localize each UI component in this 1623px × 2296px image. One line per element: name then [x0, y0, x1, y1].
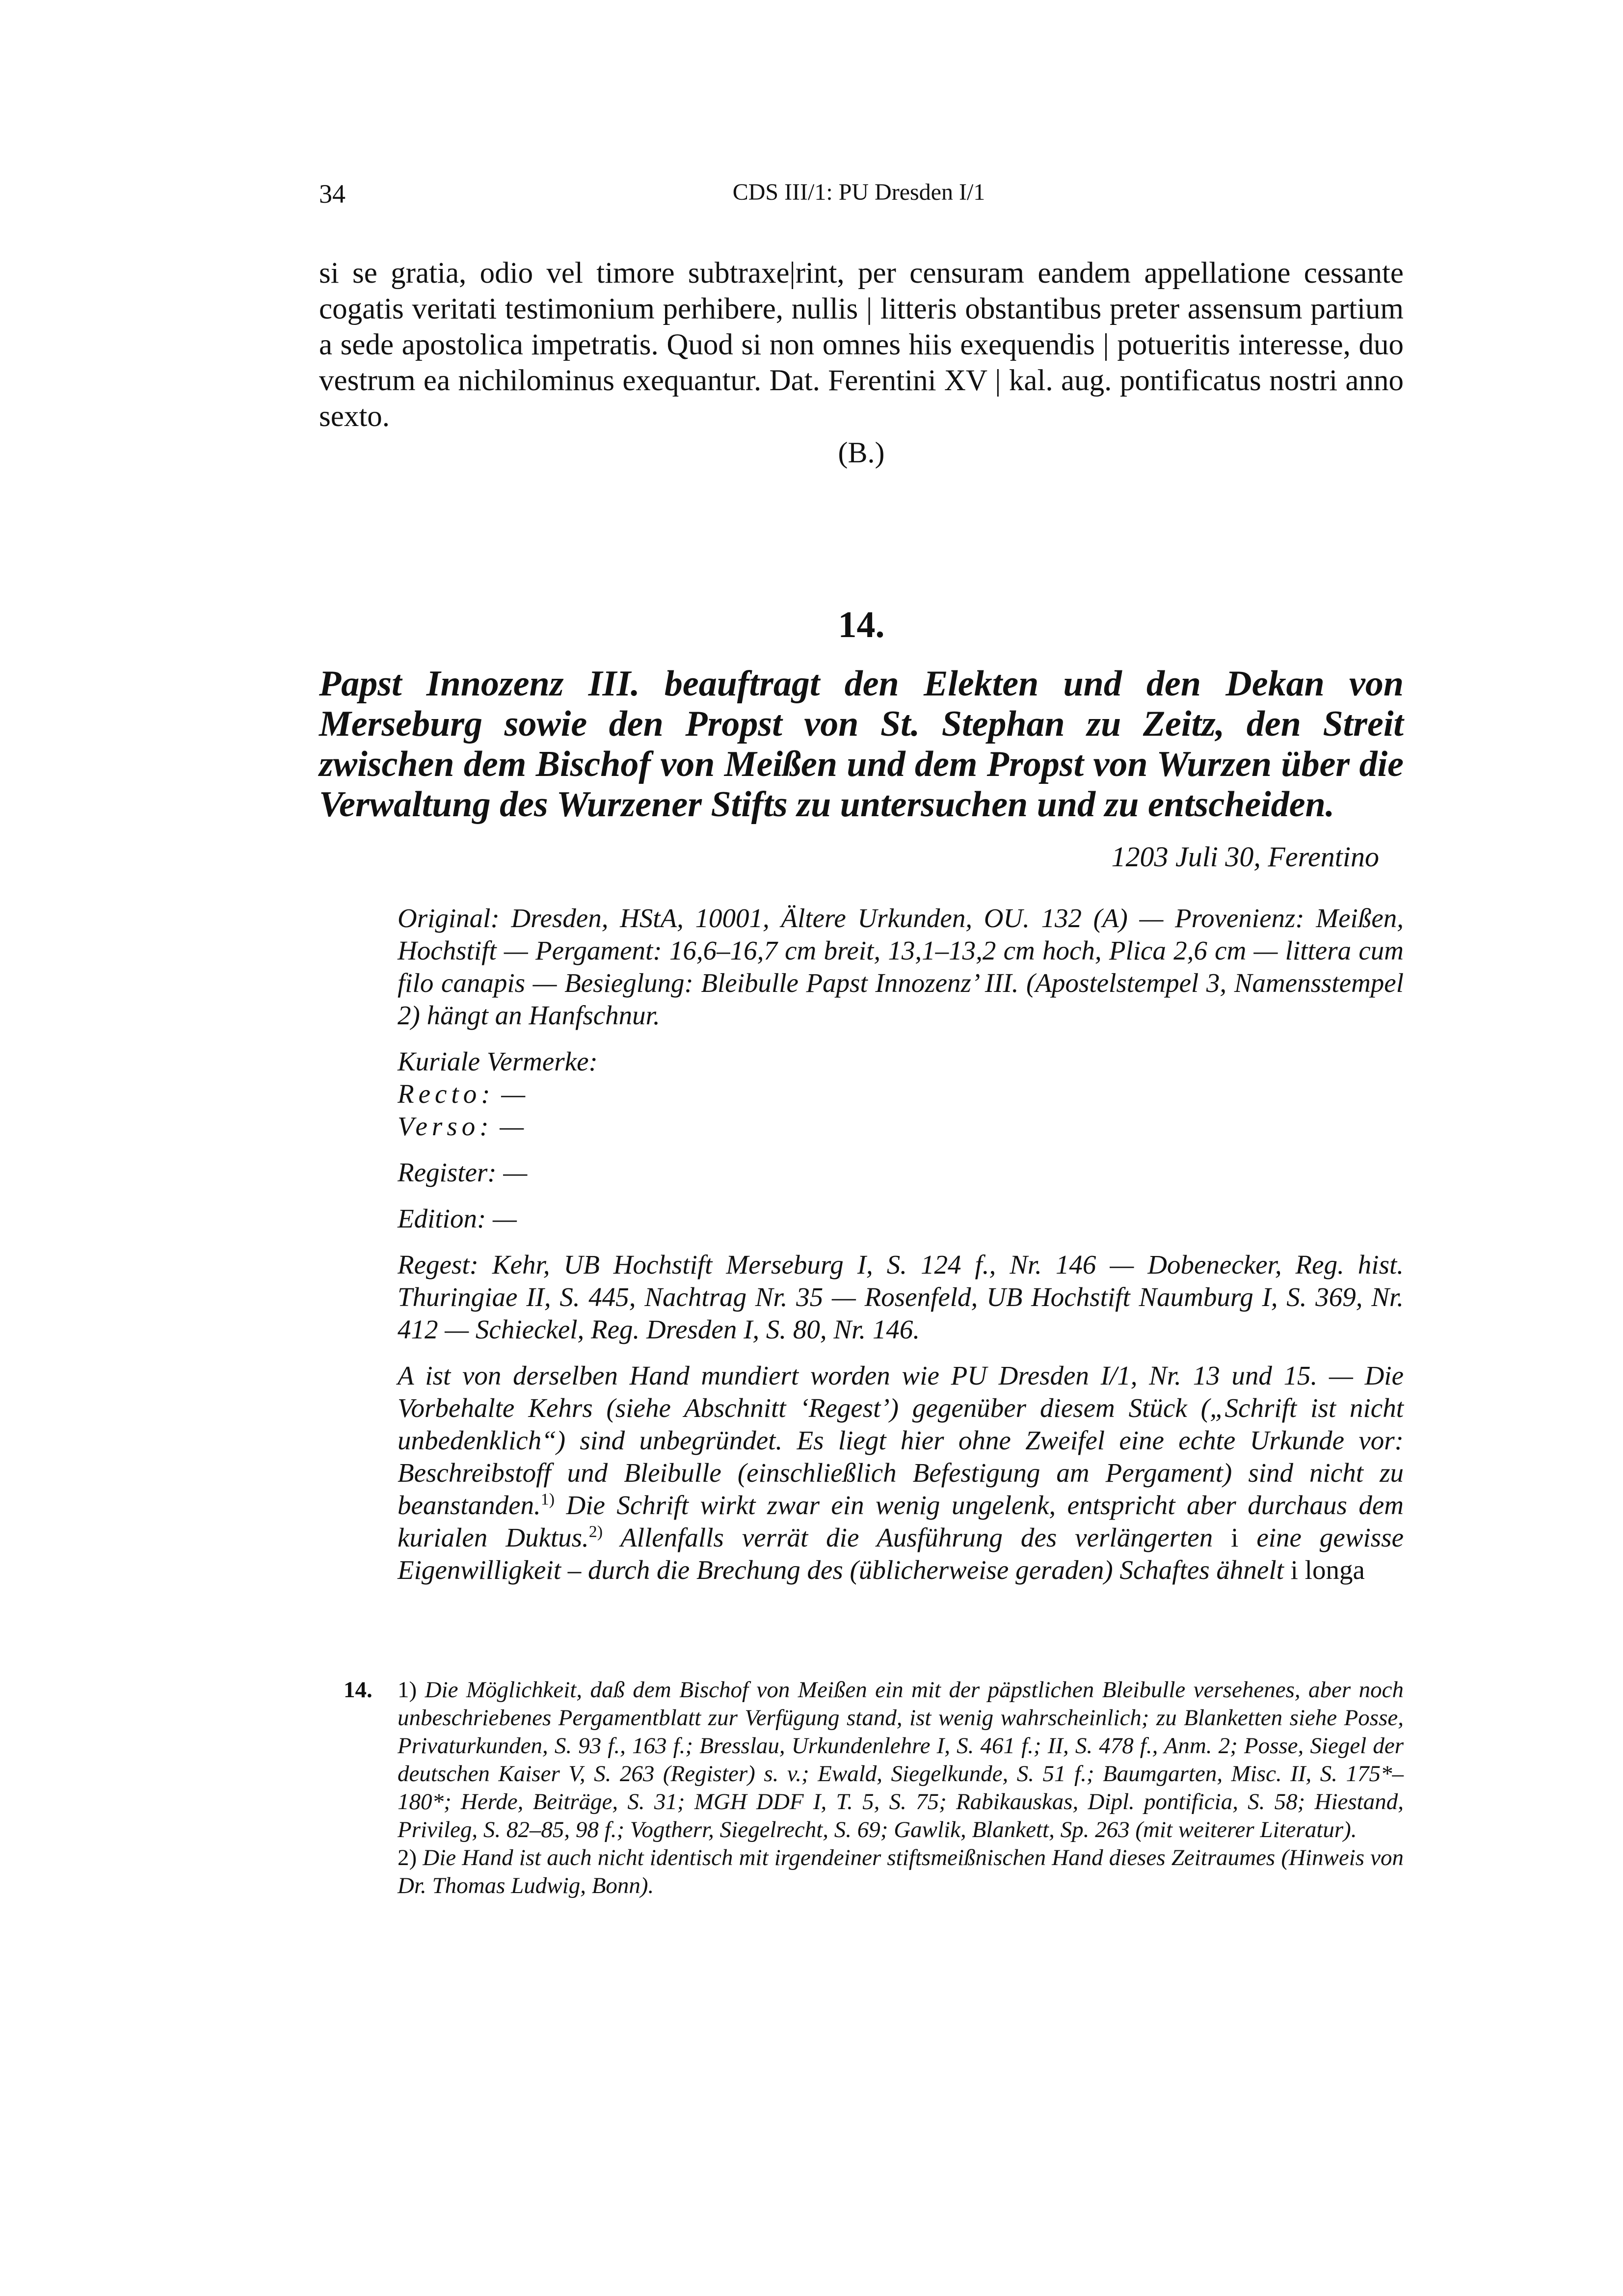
commentary-part-4: eine gewisse Eigenwilligkeit – durch die Brechung des (üblicherweise geraden) Schaftes ähnelt [398, 1522, 1404, 1585]
verso-value: — [500, 1111, 524, 1141]
verso-line [398, 1110, 1404, 1143]
running-title: CDS III/1: PU Dresden I/1 [732, 179, 985, 205]
commentary-letter-i: i [1231, 1522, 1239, 1552]
commentary-part-1: A ist von derselben Hand mundiert worden wie PU Dresden I/1, Nr. 13 und 15. — Die Vorbehalte Kehrs (siehe Abschnitt ‘Regest’) gegenüber diesem Stück („Schrift ist nicht unbedenklich“) sind unbegründet. Es liegt hier ohne Zweifel eine echte Urkunde vor: Beschreibstoff und Bleibulle (einschließlich Befestigung am Pergament) sind nicht zu beanstanden. [398, 1361, 1404, 1520]
footnote-ref-2[interactable]: 2) [588, 1522, 603, 1541]
verso-label: Verso: [398, 1111, 493, 1141]
footnote-document-number: 14. [344, 1677, 372, 1703]
continuation-text: si se gratia, odio vel timore subtraxe|rint, per censuram eandem appellatione cessante cogatis veritati testimonium perhibere, nullis | litteris obstantibus preter assensum partium a sede apostolica impetratis. Quod si non omnes hiis exequendis | potueritis interesse, duo vestrum ea nichilominus exequantur. Dat. Ferentini XV | kal. aug. pontificatus nostri anno sexto. [319, 257, 1404, 433]
footnotes [344, 1676, 1404, 1900]
commentary-i-longa: i longa [1290, 1555, 1365, 1585]
original-description: Original: Dresden, HStA, 10001, Ältere Urkunden, OU. 132 (A) — Provenienz: Meißen, Hochstift — Pergament: 16,6–16,7 cm breit, 13,1–13,2 cm hoch, Plica 2,6 cm — littera cum filo canapis — Besieglung: Bleibulle Papst Innozenz’ III. (Apostelstempel 3, Namensstempel 2) hängt an Hanfschnur. [398, 903, 1404, 1030]
footnote-ref-1[interactable]: 1) [540, 1490, 555, 1509]
footnote-body [398, 1676, 1404, 1900]
footnote-1-marker: 1) [398, 1677, 417, 1703]
page-number: 34 [319, 179, 346, 209]
footnote-1-text: Die Möglichkeit, daß dem Bischof von Meißen ein mit der päpstlichen Bleibulle versehenes, aber noch unbeschriebenes Pergamentblatt zur Verfügung stand, ist wenig wahrscheinlich; zu Blanketten siehe Posse, Privaturkunden, S. 93 f., 163 f.; Bresslau, Urkundenlehre I, S. 461 f.; II, S. 478 f., Anm. 2; Posse, Siegel der deutschen Kaiser V, S. 263 (Register) s. v.; Ewald, Siegelkunde, S. 51 f.; Baumgarten, Misc. II, S. 175*–180*; Herde, Beiträge, S. 31; MGH DDF I, T. 5, S. 75; Rabikauskas, Dipl. pontificia, S. 58; Hiestand, Privileg, S. 82–85, 98 f.; Vogtherr, Siegelrecht, S. 69; Gawlik, Blankett, Sp. 263 (mit weiterer Literatur). [398, 1677, 1404, 1842]
recto-value: — [501, 1079, 526, 1109]
register-line: Register: — [398, 1157, 528, 1187]
recto-label: Recto: [398, 1079, 495, 1109]
regest-title: Papst Innozenz III. beauftragt den Elekten und den Dekan von Merseburg sowie den Propst von St. Stephan zu Zeitz, den Streit zwischen dem Bischof von Meißen und dem Propst von Wurzen über die Verwaltung des Wurzener Stifts zu untersuchen und zu entscheiden. [319, 664, 1404, 825]
regest-references: Regest: Kehr, UB Hochstift Merseburg I, S. 124 f., Nr. 146 — Dobenecker, Reg. hist. Thuringiae II, S. 445, Nachtrag Nr. 35 — Rosenfeld, UB Hochstift Naumburg I, S. 369, Nr. 412 — Schieckel, Reg. Dresden I, S. 80, Nr. 146. [398, 1250, 1404, 1344]
kuriale-label: Kuriale Vermerke: [398, 1046, 598, 1076]
commentary [398, 1360, 1404, 1586]
footnote-2-marker: 2) [398, 1845, 417, 1870]
footnote-1 [398, 1676, 1404, 1844]
commentary-part-2: Die Schrift wirkt zwar ein wenig ungelenk, entspricht aber durchaus dem kurialen Duktus. [398, 1490, 1404, 1552]
footnote-2-text: Die Hand ist auch nicht identisch mit irgendeiner stiftsmeißnischen Hand dieses Zeitraumes (Hinweis von Dr. Thomas Ludwig, Bonn). [398, 1845, 1404, 1898]
edition-line: Edition: — [398, 1203, 517, 1233]
critical-apparatus [398, 902, 1404, 1600]
scribe-sigil: (B.) [838, 436, 885, 469]
recto-line [398, 1078, 1404, 1110]
footnote-2 [398, 1844, 1404, 1900]
kuriale-vermerke [398, 1045, 1404, 1143]
date-place: 1203 Juli 30, Ferentino [1111, 841, 1379, 873]
document-number: 14. [838, 604, 885, 645]
commentary-part-3: Allenfalls verrät die Ausführung des verlängerten [603, 1522, 1231, 1552]
running-header [319, 179, 1399, 213]
